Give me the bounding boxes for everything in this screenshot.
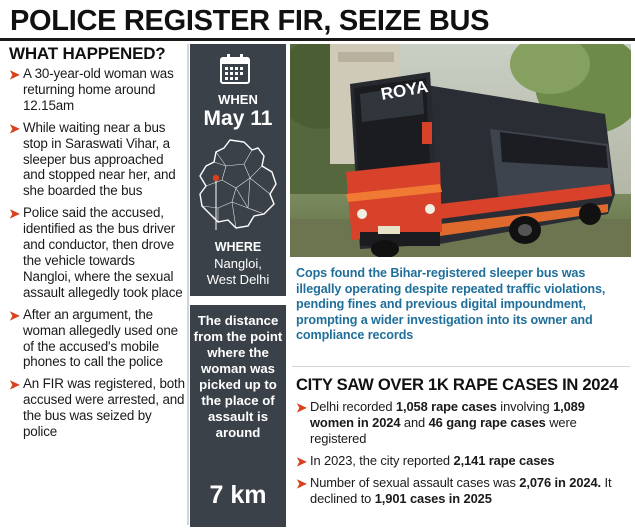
distance-value: 7 km (209, 481, 267, 509)
calendar-icon (218, 52, 252, 86)
list-item: ➤ While waiting near a bus stop in Saraswati Vihar, a sleeper bus approached and stopped near her, and she boarded the bus (9, 119, 176, 199)
arrow-icon: ➤ (296, 476, 307, 491)
arrow-icon: ➤ (296, 400, 307, 415)
distance-panel (190, 305, 286, 527)
photo-caption: Cops found the Bihar-registered sleeper bus was illegally operating despite repeated traffic violations, pending fines and previous digital impoundment, prompting a wider investigation into its owner and compliance records (296, 266, 606, 343)
bus-illustration (290, 44, 631, 257)
arrow-icon: ➤ (9, 307, 20, 323)
list-item: ➤ Delhi recorded 1,058 rape cases involving 1,089 women in 2024 and 46 gang rape cases were registered (296, 399, 585, 446)
delhi-map-icon (192, 136, 284, 232)
where-label: WHERE (214, 240, 262, 254)
city-stats-list (296, 399, 630, 513)
arrow-icon: ➤ (9, 120, 20, 136)
list-item: ➤ A 30-year-old woman was returning home around 12.15am (9, 66, 174, 113)
city-section-title: CITY SAW OVER 1K RAPE CASES IN 2024 (296, 375, 619, 394)
list-item: ➤ Number of sexual assault cases was 2,076 in 2024. It declined to 1,901 cases in 2025 (296, 475, 612, 506)
list-item: ➤ Police said the accused, identified as the bus driver and conductor, then drove the vehicle towards Nangloi, where the sexual assault allegedly took place (9, 205, 183, 300)
what-happened-title: WHAT HAPPENED? (9, 44, 166, 63)
distance-text: The distance from the point where the woman was picked up to the place of assault is around (193, 313, 283, 440)
arrow-icon: ➤ (9, 67, 20, 82)
where-location: Nangloi, West Delhi (206, 256, 270, 287)
arrow-icon: ➤ (9, 377, 20, 393)
what-happened-list (9, 66, 186, 446)
arrow-icon: ➤ (296, 454, 307, 469)
column-divider (187, 44, 189, 525)
headline-rule (0, 38, 635, 41)
when-date: May 11 (203, 107, 273, 130)
arrow-icon: ➤ (9, 206, 20, 222)
what-happened-panel (6, 44, 186, 527)
when-where-panel (190, 44, 286, 296)
section-divider (292, 366, 630, 367)
when-label: WHEN (218, 92, 258, 107)
when-where-column (190, 44, 290, 527)
bus-lettering: ROYA (379, 76, 430, 104)
headline: POLICE REGISTER FIR, SEIZE BUS (10, 5, 490, 37)
bus-photo (290, 44, 631, 257)
list-item: ➤ An FIR was registered, both accused were arrested, and the bus was seized by police (9, 376, 185, 440)
list-item: ➤ After an argument, the woman allegedly used one of the accused's mobile phones to call the police (9, 306, 178, 370)
list-item: ➤ In 2023, the city reported 2,141 rape cases (296, 453, 555, 469)
